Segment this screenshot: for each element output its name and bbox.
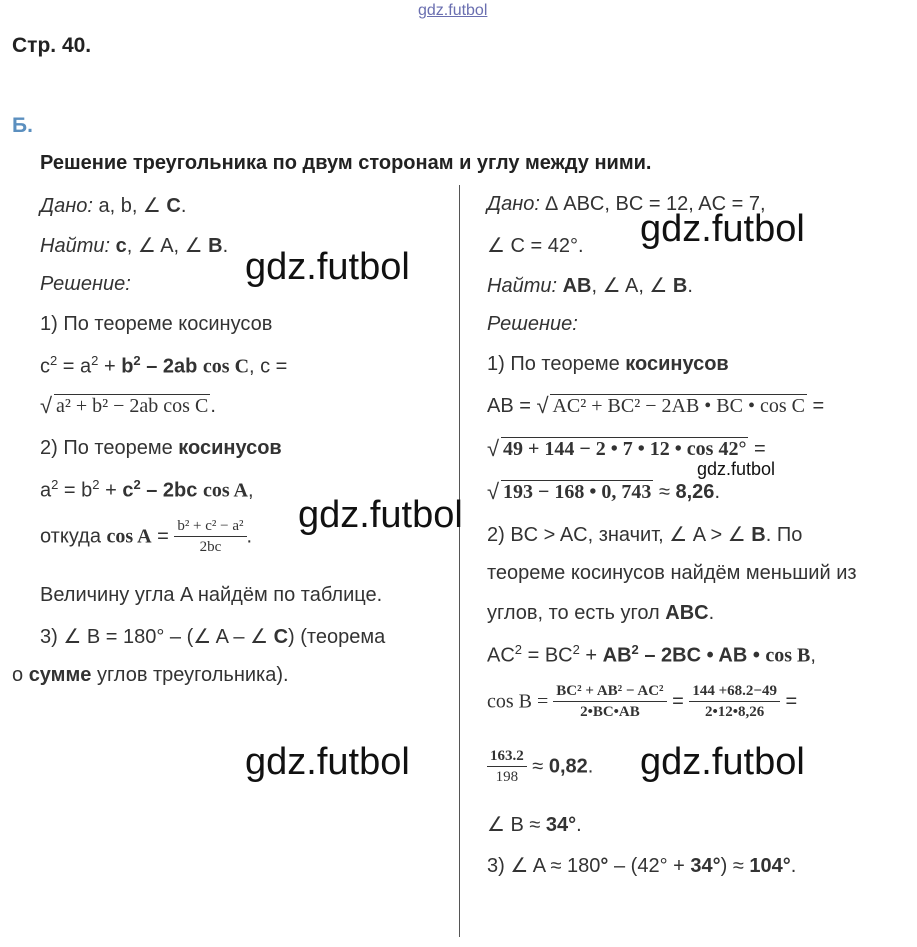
right-cos-b-formula: cos B = $\frac{\text{BC² + AB² − AC²}}{2•BC•AB}$ = $\frac{144 +68.2-49}{2•12•8,26}$ = xyxy=(487,683,798,720)
left-step2-cos-a: откуда cos A = $\frac{\text{b² + c² − a²}}{2bc}$ . xyxy=(40,518,253,555)
left-find: Найти: c, ∠ A, ∠ B. xyxy=(40,235,229,257)
right-step1-title: 1) По теореме косинусов xyxy=(487,353,729,375)
right-given: Дано: ∆ ABC, BC = 12, AC = 7, xyxy=(487,193,766,215)
section-label: Б. xyxy=(12,114,33,137)
left-solution-label: Решение: xyxy=(40,273,131,295)
right-find: Найти: AB, ∠ A, ∠ B. xyxy=(487,275,693,297)
right-step2-line2: теореме косинусов найдём меньший из xyxy=(487,562,857,584)
right-angle-b: ∠ B ≈ 34°. xyxy=(487,814,582,836)
left-step1-sqrt: √ a² + b² − 2ab cos C . xyxy=(40,393,216,418)
page-reference: Стр. 40. xyxy=(12,34,92,57)
watermark-top: gdz.futbol xyxy=(418,2,488,19)
right-sqrt-numeric: √ 49 + 144 − 2 • 7 • 12 • cos 42° = xyxy=(487,436,766,461)
left-step3-line1: 3) ∠ B = 180° – (∠ A – ∠ C) (теорема xyxy=(40,626,386,648)
left-step2-title: 2) По теореме косинусов xyxy=(40,437,282,459)
right-ac-formula: $AC^2 = BC^2 + AB^2 - 2BC$ • AB • cos B, xyxy=(487,642,816,667)
right-given-angle: ∠ C = 42°. xyxy=(487,235,584,257)
left-table-note: Величину угла A найдём по таблице. xyxy=(40,584,383,606)
watermark-4: gdz.futbol xyxy=(298,494,463,536)
left-given: Дано: a, b, ∠ C. xyxy=(40,195,187,217)
right-step2-line1: 2) BC > AC, значит, ∠ A > ∠ B. По xyxy=(487,524,803,546)
right-sqrt-result: √ 193 − 168 • 0, 743 ≈ 8,26. xyxy=(487,479,720,504)
right-solution-label: Решение: xyxy=(487,313,578,335)
left-step3-line2: о сумме углов треугольника). xyxy=(12,664,289,686)
watermark-2: gdz.futbol xyxy=(245,246,410,288)
watermark-6: gdz.futbol xyxy=(640,741,805,783)
right-ab-formula: AB = √ AC² + BC² − 2AB • BC • cos C = xyxy=(487,393,825,418)
right-approx-result: $\frac{163.2}{198}$ ≈ 0,82. xyxy=(487,748,593,786)
watermark-3: gdz.futbol xyxy=(697,459,776,479)
right-step3: 3) ∠ A ≈ 180° – (42° + 34°) ≈ 104°. xyxy=(487,855,797,877)
column-divider xyxy=(459,185,460,937)
left-step2-formula: $a^2 = b^2 + c^2 - 2bc$ cos A, xyxy=(40,477,254,502)
right-step2-line3: углов, то есть угол ABC. xyxy=(487,602,715,624)
left-step1-formula: $c^2 = a^2 + b^2 - 2ab$ cos C, c = xyxy=(40,353,288,378)
watermark-5: gdz.futbol xyxy=(245,741,410,783)
left-step1-title: 1) По теореме косинусов xyxy=(40,313,273,335)
watermark-1: gdz.futbol xyxy=(640,208,805,250)
section-title: Решение треугольника по двум сторонам и углу между ними. xyxy=(40,152,652,174)
